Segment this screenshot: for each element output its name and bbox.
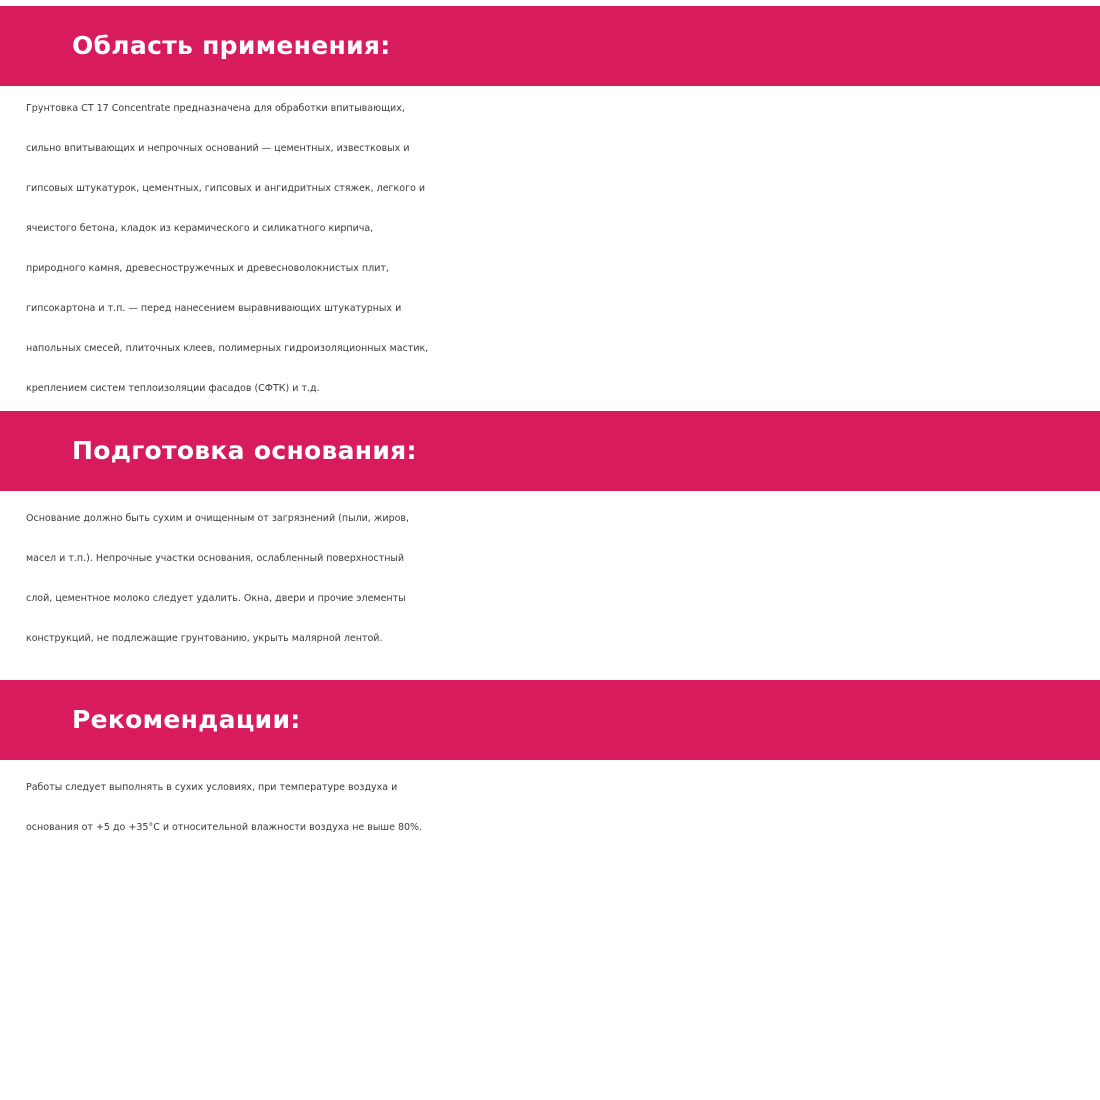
section-body-application bbox=[0, 89, 1100, 409]
section-body-preparation bbox=[0, 499, 1100, 659]
body-line: гипсовых штукатурок, цементных, гипсовых и ангидритных стяжек, легкого и bbox=[26, 183, 426, 194]
section-title-application: Область применения: bbox=[72, 31, 391, 60]
body-line: Грунтовка CT 17 Concentrate предназначена для обработки впитывающих, bbox=[26, 103, 405, 114]
section-header-recommendations bbox=[0, 680, 1100, 760]
section-body-recommendations bbox=[0, 768, 1100, 848]
body-line: Основание должно быть сухим и очищенным от загрязнений (пыли, жиров, bbox=[26, 513, 410, 524]
body-line: основания от +5 до +35°С и относительной влажности воздуха не выше 80%. bbox=[26, 822, 423, 833]
section-header-preparation bbox=[0, 411, 1100, 491]
body-line: Работы следует выполнять в сухих условиях, при температуре воздуха и bbox=[26, 782, 398, 793]
section-title-recommendations: Рекомендации: bbox=[72, 705, 301, 734]
body-line: конструкций, не подлежащие грунтованию, укрыть малярной лентой. bbox=[26, 633, 383, 644]
body-line: напольных смесей, плиточных клеев, полимерных гидроизоляционных мастик, bbox=[26, 343, 429, 354]
body-line: креплением систем теплоизоляции фасадов (СФТК) и т.д. bbox=[26, 383, 320, 394]
body-line: масел и т.п.). Непрочные участки основания, ослабленный поверхностный bbox=[26, 553, 405, 564]
body-line: сильно впитывающих и непрочных оснований — цементных, известковых и bbox=[26, 143, 410, 154]
body-line: ячеистого бетона, кладок из керамического и силикатного кирпича, bbox=[26, 223, 374, 234]
body-line: слой, цементное молоко следует удалить. Окна, двери и прочие элементы bbox=[26, 593, 406, 604]
section-title-preparation: Подготовка основания: bbox=[72, 436, 417, 465]
body-line: гипсокартона и т.п. — перед нанесением выравнивающих штукатурных и bbox=[26, 303, 402, 314]
section-header-application bbox=[0, 6, 1100, 86]
body-line: природного камня, древесностружечных и древесноволокнистых плит, bbox=[26, 263, 389, 274]
